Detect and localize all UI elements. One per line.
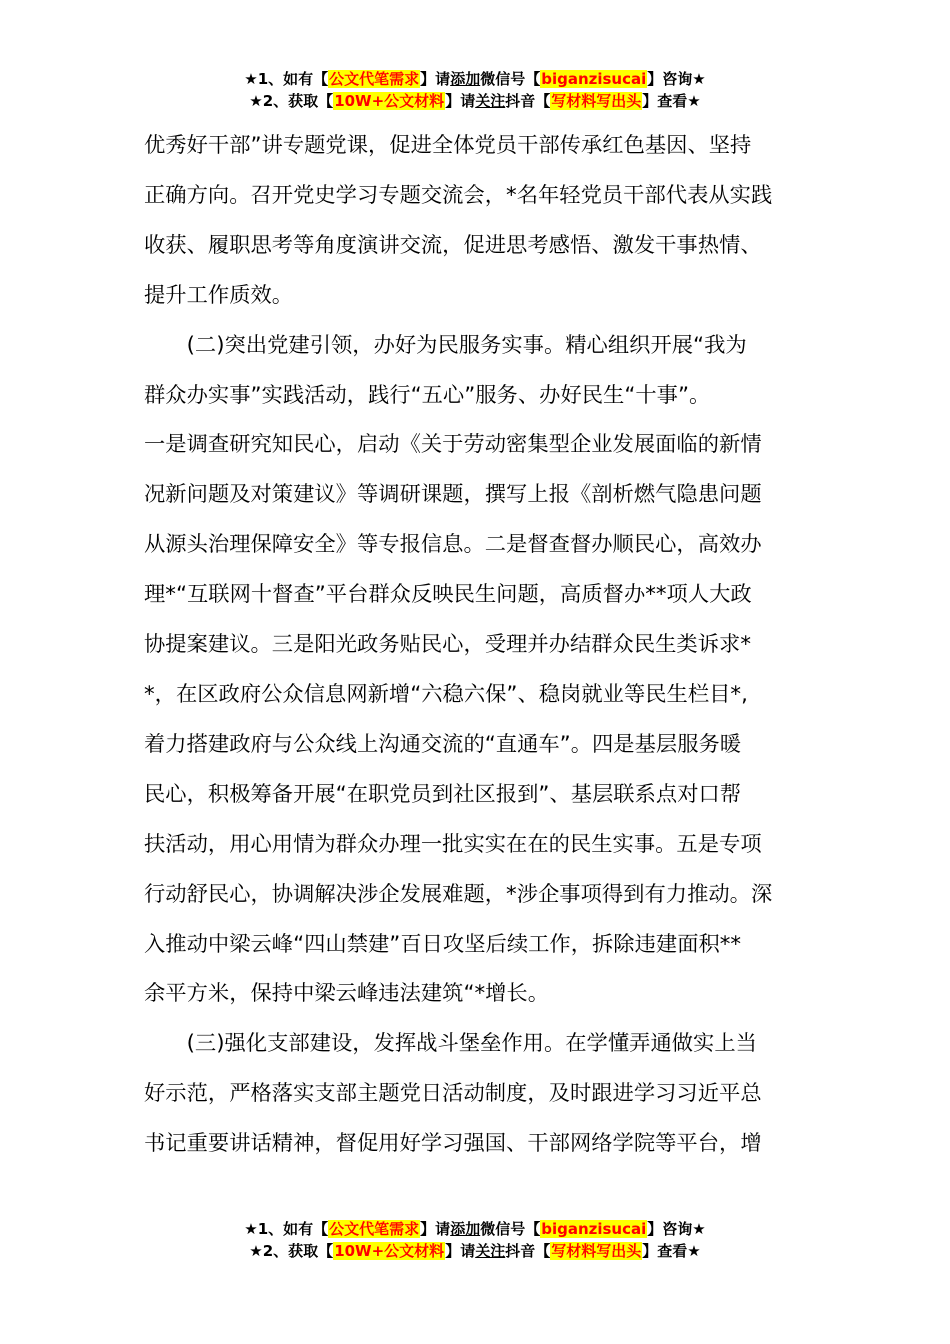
document-body (144, 121, 809, 1169)
banner-line-1 (0, 68, 950, 90)
text-line: 一是调查研究知民心，启动《关于劳动密集型企业发展面临的新情 (144, 432, 762, 458)
banner-underlined-text: 添加 (450, 1220, 481, 1238)
banner-underlined-text: 关注 (475, 92, 506, 110)
banner-line-1 (0, 1218, 950, 1240)
banner-text: 】请 (420, 70, 451, 88)
banner-text: 】查看★ (642, 92, 701, 110)
banner-underlined-text: 添加 (450, 70, 481, 88)
banner-text: 】咨询★ (647, 1220, 706, 1238)
banner-line-2 (0, 1240, 950, 1262)
banner-text: 】请 (445, 1242, 476, 1260)
highlight-materials: 10W+公文材料 (334, 92, 445, 110)
text-line: 协提案建议。三是阳光政务贴民心，受理并办结群众民生类诉求* (144, 632, 751, 658)
highlight-wechat-id: biganzisucai (541, 70, 647, 88)
banner-text: ★1、如有【 (244, 1220, 329, 1238)
banner-text: 】请 (420, 1220, 451, 1238)
text-line: 好示范，严格落实支部主题党日活动制度，及时跟进学习习近平总 (144, 1081, 762, 1107)
highlight-wechat-id: biganzisucai (541, 1220, 647, 1238)
highlight-service: 公文代笔需求 (329, 70, 420, 88)
banner-text: 微信号【 (480, 70, 541, 88)
highlight-materials: 10W+公文材料 (334, 1242, 445, 1260)
banner-underlined-text: 关注 (475, 1242, 506, 1260)
footer-banner (0, 1218, 950, 1262)
highlight-douyin-account: 写材料写出头 (551, 1242, 642, 1260)
text-line: 书记重要讲话精神，督促用好学习强国、干部网络学院等平台，增 (144, 1131, 762, 1157)
banner-line-2 (0, 90, 950, 112)
banner-text: ★2、获取【 (249, 92, 334, 110)
highlight-service: 公文代笔需求 (329, 1220, 420, 1238)
banner-text: ★2、获取【 (249, 1242, 334, 1260)
banner-text: 】查看★ (642, 1242, 701, 1260)
text-line: 收获、履职思考等角度演讲交流，促进思考感悟、激发干事热情、 (144, 232, 762, 258)
banner-text: 微信号【 (480, 1220, 541, 1238)
banner-text: ★1、如有【 (244, 70, 329, 88)
text-line: 民心，积极筹备开展“在职党员到社区报到”、基层联系点对口帮 (144, 781, 742, 807)
banner-text: 抖音【 (505, 92, 551, 110)
banner-text: 】请 (445, 92, 476, 110)
banner-text: 】咨询★ (647, 70, 706, 88)
text-line: 行动舒民心，协调解决涉企发展难题，*涉企事项得到有力推动。深 (144, 881, 773, 907)
text-line: 扶活动，用心用情为群众办理一批实实在在的民生实事。五是专项 (144, 831, 762, 857)
text-line: 余平方米，保持中梁云峰违法建筑“*增长。 (144, 981, 550, 1007)
text-line: 理*“互联网十督查”平台群众反映民生问题，高质督办**项人大政 (144, 582, 752, 608)
highlight-douyin-account: 写材料写出头 (551, 92, 642, 110)
text-line: *，在区政府公众信息网新增“六稳六保”、稳岗就业等民生栏目*, (144, 681, 748, 707)
text-line: 正确方向。召开党史学习专题交流会，*名年轻党员干部代表从实践 (144, 182, 773, 208)
banner-text: 抖音【 (505, 1242, 551, 1260)
text-line: 从源头治理保障安全》等专报信息。二是督查督办顺民心，高效办 (144, 532, 762, 558)
text-line: 优秀好干部”讲专题党课，促进全体党员干部传承红色基因、坚持 (144, 133, 752, 158)
text-line: 群众办实事”实践活动，践行“五心”服务、办好民生“十事”。 (144, 382, 711, 408)
text-line: 着力搭建政府与公众线上沟通交流的“直通车”。四是基层服务暖 (144, 731, 742, 757)
text-line: (二)突出党建引领，办好为民服务实事。精心组织开展“我为 (144, 332, 747, 358)
text-line: 况新问题及对策建议》等调研课题，撰写上报《剖析燃气隐患问题 (144, 482, 762, 508)
header-banner (0, 68, 950, 112)
text-line: 入推动中梁云峰“四山禁建”百日攻坚后续工作，拆除违建面积** (144, 931, 742, 957)
text-line: 提升工作质效。 (144, 282, 294, 308)
text-line: (三)强化支部建设，发挥战斗堡垒作用。在学懂弄通做实上当 (144, 1031, 757, 1057)
